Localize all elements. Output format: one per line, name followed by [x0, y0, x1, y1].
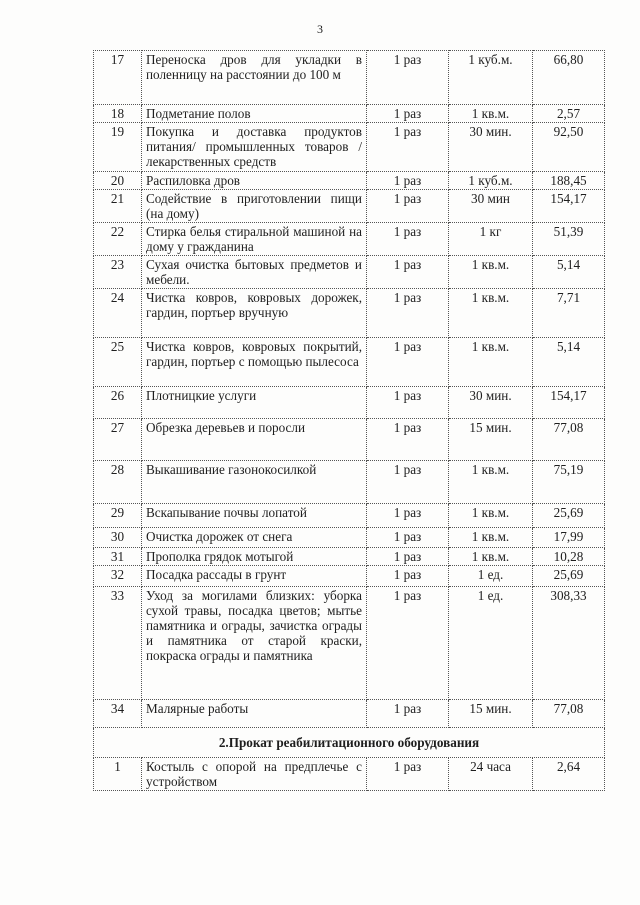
row-price: 7,71	[533, 289, 605, 338]
row-frequency: 1 раз	[367, 387, 449, 419]
row-service: Выкашивание газонокосилкой	[142, 461, 367, 504]
row-unit: 15 мин.	[449, 700, 533, 728]
table-row	[94, 528, 605, 548]
row-price: 2,64	[533, 758, 605, 791]
row-number: 33	[94, 587, 142, 700]
row-price: 17,99	[533, 528, 605, 548]
row-frequency: 1 раз	[367, 419, 449, 461]
row-unit: 1 куб.м.	[449, 51, 533, 105]
row-number: 18	[94, 105, 142, 123]
row-frequency: 1 раз	[367, 528, 449, 548]
table-row	[94, 123, 605, 172]
row-unit: 1 кв.м.	[449, 528, 533, 548]
table-row	[94, 548, 605, 566]
row-number: 28	[94, 461, 142, 504]
table-row	[94, 289, 605, 338]
row-frequency: 1 раз	[367, 758, 449, 791]
row-number: 34	[94, 700, 142, 728]
row-price: 308,33	[533, 587, 605, 700]
row-service: Переноска дров для укладки в поленницу на расстоянии до 100 м	[142, 51, 367, 105]
table-row	[94, 504, 605, 528]
table-row	[94, 190, 605, 223]
row-service: Вскапывание почвы лопатой	[142, 504, 367, 528]
row-number: 21	[94, 190, 142, 223]
row-number: 19	[94, 123, 142, 172]
row-unit: 1 кв.м.	[449, 504, 533, 528]
tariff-table	[93, 50, 605, 791]
row-frequency: 1 раз	[367, 105, 449, 123]
row-frequency: 1 раз	[367, 289, 449, 338]
row-unit: 30 мин.	[449, 123, 533, 172]
row-frequency: 1 раз	[367, 223, 449, 256]
row-unit: 1 кв.м.	[449, 338, 533, 387]
row-price: 154,17	[533, 190, 605, 223]
row-number: 23	[94, 256, 142, 289]
row-service: Обрезка деревьев и поросли	[142, 419, 367, 461]
row-service: Прополка грядок мотыгой	[142, 548, 367, 566]
row-service: Малярные работы	[142, 700, 367, 728]
table-row	[94, 587, 605, 700]
row-number: 29	[94, 504, 142, 528]
row-frequency: 1 раз	[367, 123, 449, 172]
row-frequency: 1 раз	[367, 338, 449, 387]
table-row	[94, 566, 605, 587]
row-service: Посадка рассады в грунт	[142, 566, 367, 587]
section-header-row	[94, 728, 605, 758]
table-row	[94, 700, 605, 728]
row-price: 51,39	[533, 223, 605, 256]
row-price: 5,14	[533, 256, 605, 289]
row-service: Чистка ковров, ковровых покрытий, гардин, портьер с помощью пылесоса	[142, 338, 367, 387]
row-price: 2,57	[533, 105, 605, 123]
row-unit: 1 кв.м.	[449, 548, 533, 566]
row-frequency: 1 раз	[367, 51, 449, 105]
row-unit: 30 мин	[449, 190, 533, 223]
row-unit: 1 кг	[449, 223, 533, 256]
row-price: 188,45	[533, 172, 605, 190]
row-number: 24	[94, 289, 142, 338]
row-price: 5,14	[533, 338, 605, 387]
row-service: Костыль с опорой на предплечье с устройством	[142, 758, 367, 791]
row-number: 1	[94, 758, 142, 791]
page-number: 3	[317, 22, 323, 36]
row-number: 26	[94, 387, 142, 419]
row-frequency: 1 раз	[367, 566, 449, 587]
row-number: 17	[94, 51, 142, 105]
row-unit: 1 кв.м.	[449, 256, 533, 289]
row-unit: 1 кв.м.	[449, 461, 533, 504]
row-number: 27	[94, 419, 142, 461]
row-number: 31	[94, 548, 142, 566]
row-frequency: 1 раз	[367, 461, 449, 504]
table-row	[94, 387, 605, 419]
table-row	[94, 758, 605, 791]
row-number: 25	[94, 338, 142, 387]
table-row	[94, 256, 605, 289]
row-price: 92,50	[533, 123, 605, 172]
table-row	[94, 461, 605, 504]
row-frequency: 1 раз	[367, 548, 449, 566]
row-unit: 24 часа	[449, 758, 533, 791]
table-row	[94, 223, 605, 256]
row-service: Стирка белья стиральной машиной на дому у гражданина	[142, 223, 367, 256]
row-unit: 1 куб.м.	[449, 172, 533, 190]
row-price: 77,08	[533, 700, 605, 728]
table-row	[94, 338, 605, 387]
row-unit: 1 ед.	[449, 587, 533, 700]
row-frequency: 1 раз	[367, 190, 449, 223]
row-price: 25,69	[533, 566, 605, 587]
table-row	[94, 172, 605, 190]
table-row	[94, 51, 605, 105]
row-service: Подметание полов	[142, 105, 367, 123]
row-service: Содействие в приготовлении пищи (на дому)	[142, 190, 367, 223]
row-frequency: 1 раз	[367, 172, 449, 190]
row-unit: 1 кв.м.	[449, 289, 533, 338]
row-price: 66,80	[533, 51, 605, 105]
row-price: 75,19	[533, 461, 605, 504]
row-frequency: 1 раз	[367, 256, 449, 289]
row-number: 22	[94, 223, 142, 256]
row-service: Распиловка дров	[142, 172, 367, 190]
row-service: Сухая очистка бытовых предметов и мебели.	[142, 256, 367, 289]
row-frequency: 1 раз	[367, 587, 449, 700]
section-title: 2.Прокат реабилитационного оборудования	[94, 728, 605, 758]
row-number: 30	[94, 528, 142, 548]
row-price: 77,08	[533, 419, 605, 461]
row-unit: 1 кв.м.	[449, 105, 533, 123]
row-service: Уход за могилами близких: уборка сухой травы, посадка цветов; мытье памятника и ограды, зачистка ограды и памятника от старой краски, покраска ограды и памятника	[142, 587, 367, 700]
table-row	[94, 419, 605, 461]
row-service: Плотницкие услуги	[142, 387, 367, 419]
table-row	[94, 105, 605, 123]
row-service: Чистка ковров, ковровых дорожек, гардин, портьер вручную	[142, 289, 367, 338]
row-number: 32	[94, 566, 142, 587]
row-frequency: 1 раз	[367, 504, 449, 528]
row-unit: 15 мин.	[449, 419, 533, 461]
row-price: 154,17	[533, 387, 605, 419]
row-price: 25,69	[533, 504, 605, 528]
row-frequency: 1 раз	[367, 700, 449, 728]
row-service: Покупка и доставка продуктов питания/ промышленных товаров / лекарственных средств	[142, 123, 367, 172]
row-unit: 30 мин.	[449, 387, 533, 419]
row-service: Очистка дорожек от снега	[142, 528, 367, 548]
row-number: 20	[94, 172, 142, 190]
row-price: 10,28	[533, 548, 605, 566]
row-unit: 1 ед.	[449, 566, 533, 587]
